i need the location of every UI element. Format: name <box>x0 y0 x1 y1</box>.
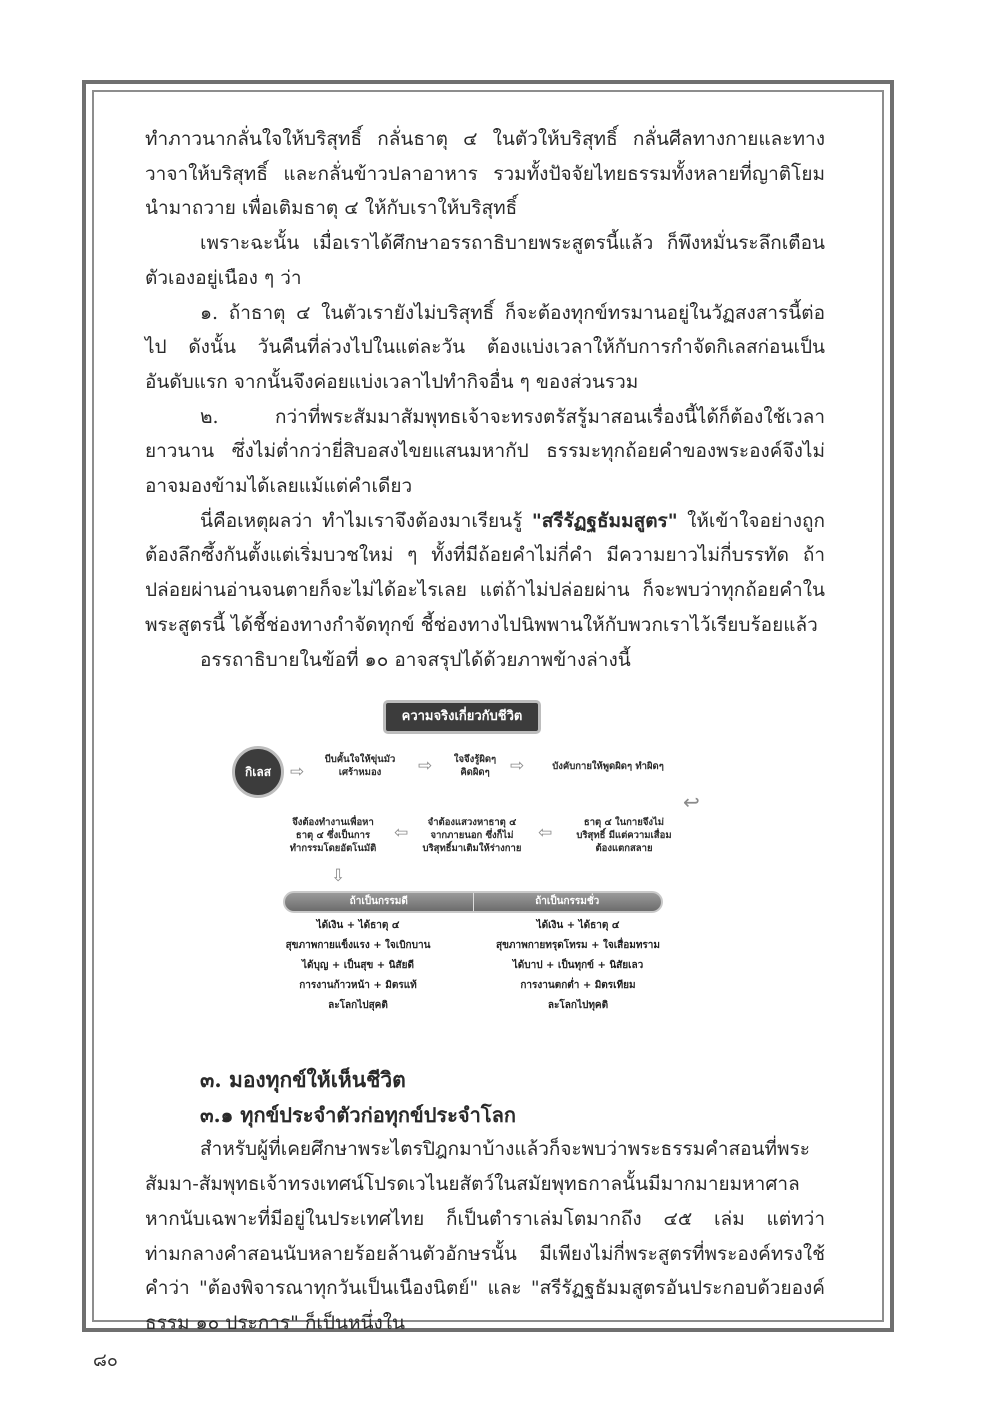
arrow-right-icon: ⇨ <box>418 756 433 776</box>
defilement-circle: กิเลส <box>232 746 284 798</box>
page-content <box>145 122 825 677</box>
diagram-node-work-karma: จึงต้องทำงานเพื่อหา ธาตุ ๔ ซึ่งเป็นการ ทำกรรมโดยอัตโนมัติ <box>289 817 377 854</box>
diagram-node-wrong-action: บังคับกายให้พูดผิดๆ ทำผิดๆ <box>552 761 664 772</box>
good-karma-list <box>258 916 458 1016</box>
page-number: ๘๐ <box>93 1350 118 1371</box>
good-karma-header: ถ้าเป็นกรรมดี <box>285 893 474 911</box>
arrow-right-icon: ⇨ <box>510 756 525 776</box>
curved-arrow-icon: ↩ <box>683 790 700 814</box>
arrow-down-icon: ⇩ <box>331 866 346 886</box>
bad-karma-line: สุขภาพกายทรุดโทรม + ใจเสื่อมทราม <box>495 940 661 951</box>
section-heading: ๓. มองทุกข์ให้เห็นชีวิต <box>200 1067 406 1092</box>
diagram-node-seek-elements: จำต้องแสวงหาธาตุ ๔ จากภายนอก ซึ่งก็ไม่ บริสุทธิ์มาเติมให้ร่างกาย <box>422 817 522 854</box>
paragraph-5-intro: นี่คือเหตุผลว่า ทำไมเราจึงต้องมาเรียนรู้ <box>200 509 532 532</box>
bad-karma-header: ถ้าเป็นกรรมชั่ว <box>535 896 600 907</box>
good-karma-line: ละโลกไปสุคติ <box>328 1000 388 1011</box>
section-3 <box>145 1063 825 1341</box>
section-body: สำหรับผู้ที่เคยศึกษาพระไตรปิฎกมาบ้างแล้วก็จะพบว่าพระธรรมคำสอนที่พระสัมมา-สัมพุทธเจ้าทรงเทศน์โปรดเวไนยสัตว์ในสมัยพุทธกาลนั้นมีมากมายมหาศาล หากนับเฉพาะที่มีอยู่ในประเทศไทย ก็เป็นตำราเล่มโตมากถึง ๔๕ เล่ม แต่ทว่าท่ามกลางคำสอนนับหลายร้อยล้านตัวอักษรนั้น มีเพียงไม่กี่พระสูตรที่พระองค์ทรงใช้คำว่า "ต้องพิจารณาทุกวันเป็นเนืองนิตย์" และ "สรีรัฏฐธัมมสูตรอันประกอบด้วยองค์ธรรม ๑๐ ประการ" ก็เป็นหนึ่งใน <box>145 1138 825 1334</box>
paragraph-4: ๒. กว่าที่พระสัมมาสัมพุทธเจ้าจะทรงตรัสรู้มาสอนเรื่องนี้ได้ก็ต้องใช้เวลายาวนาน ซึ่งไม่ต่ำกว่ายี่สิบอสงไขยแสนมหากัป ธรรมะทุกถ้อยคำของพระองค์จึงไม่อาจมองข้ามได้เลยแม้แต่คำเดียว <box>145 405 825 498</box>
arrow-right-icon: ⇨ <box>290 762 305 782</box>
paragraph-1: ทำภาวนากลั่นใจให้บริสุทธิ์ กลั่นธาตุ ๔ ในตัวให้บริสุทธิ์ กลั่นศีลทางกายและทางวาจาให้บริสุทธิ์ และกลั่นข้าวปลาอาหาร รวมทั้งปัจจัยไทยธรรมทั้งหลายที่ญาติโยมนำมาถวาย เพื่อเติมธาตุ ๔ ให้กับเราให้บริสุทธิ์ <box>145 128 825 220</box>
bad-karma-line: ได้เงิน + ได้ธาตุ ๔ <box>536 920 620 931</box>
karma-outcome-bar <box>283 891 663 913</box>
sutta-name: "สรีรัฏฐธัมมสูตร" <box>531 509 678 532</box>
bad-karma-list <box>468 916 688 1016</box>
section-subheading: ๓.๑ ทุกข์ประจำตัวก่อทุกข์ประจำโลก <box>200 1102 516 1127</box>
good-karma-line: ได้เงิน + ได้ธาตุ ๔ <box>316 920 400 931</box>
paragraph-2: เพราะฉะนั้น เมื่อเราได้ศึกษาอรรถาธิบายพระสูตรนี้แล้ว ก็พึงหมั่นระลึกเตือนตัวเองอยู่เนือง ๆ ว่า <box>145 232 825 289</box>
arrow-left-icon: ⇦ <box>394 823 409 843</box>
good-karma-line: การงานก้าวหน้า + มิตรแท้ <box>299 980 417 991</box>
bad-karma-line: การงานตกต่ำ + มิตรเทียม <box>520 980 636 991</box>
paragraph-3: ๑. ถ้าธาตุ ๔ ในตัวเรายังไม่บริสุทธิ์ ก็จะต้องทุกข์ทรมานอยู่ในวัฏสงสารนี้ต่อไป ดังนั้น วันคืนที่ล่วงไปในแต่ละวัน ต้องแบ่งเวลาให้กับการกำจัดกิเลสก่อนเป็นอันดับแรก จากนั้นจึงค่อยแบ่งเวลาไปทำกิจอื่น ๆ ของส่วนรวม <box>145 301 825 393</box>
arrow-left-icon: ⇦ <box>538 823 553 843</box>
good-karma-line: สุขภาพกายแข็งแรง + ใจเบิกบาน <box>285 940 431 951</box>
bad-karma-line: ละโลกไปทุคติ <box>547 1000 609 1011</box>
diagram-title: ความจริงเกี่ยวกับชีวิต <box>383 700 541 734</box>
bad-karma-line: ได้บาป + เป็นทุกข์ + นิสัยเลว <box>512 960 644 971</box>
good-karma-line: ได้บุญ + เป็นสุข + นิสัยดี <box>302 960 414 971</box>
diagram-node-oppress: บีบคั้นใจให้ขุ่นมัว เศร้าหมอง <box>324 754 396 778</box>
diagram-node-impure-elements: ธาตุ ๔ ในกายจึงไม่ บริสุทธิ์ มีแต่ความเสื่อม ต้องแตกสลาย <box>576 817 672 854</box>
paragraph-5 <box>145 504 825 643</box>
paragraph-6: อรรถาธิบายในข้อที่ ๑๐ อาจสรุปได้ด้วยภาพข้างล่างนี้ <box>200 648 631 671</box>
diagram-node-wrong-view: ใจจึงรู้ผิดๆ คิดผิดๆ <box>453 754 497 778</box>
paragraph-5-rest: ให้เข้าใจอย่างถูกต้องลึกซึ้งกันตั้งแต่เริ่มบวชใหม่ ๆ ทั้งที่มีถ้อยคำไม่กี่คำ มีความยาวไม่กี่บรรทัด ถ้าปล่อยผ่านอ่านจนตายก็จะไม่ได้อะไรเลย แต่ถ้าไม่ปล่อยผ่าน ก็จะพบว่าทุกถ้อยคำในพระสูตรนี้ ได้ชี้ช่องทางกำจัดทุกข์ ชี้ช่องทางไปนิพพานให้กับพวกเราไว้เรียบร้อยแล้ว <box>145 509 825 636</box>
life-truth-diagram <box>228 698 700 1028</box>
